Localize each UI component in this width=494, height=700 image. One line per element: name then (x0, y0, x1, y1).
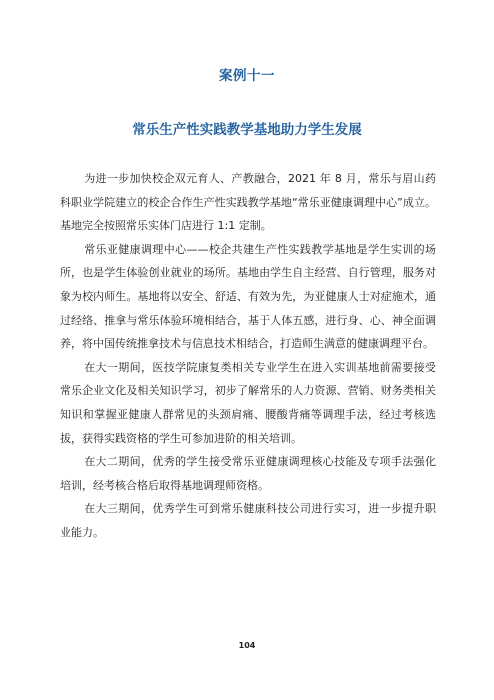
document-body (60, 167, 436, 545)
paragraph-4: 在大二期间，优秀的学生接受常乐亚健康调理核心技能及专项手法强化培训，经考核合格后取得基地调理师资格。 (60, 455, 436, 492)
document-title: 常乐生产性实践教学基地助力学生发展 (132, 122, 362, 138)
page-number: 104 (238, 641, 256, 650)
paragraph-5: 在大三期间，优秀学生可到常乐健康科技公司进行实习，进一步提升职业能力。 (60, 502, 436, 539)
paragraph-3: 在大一期间，医技学院康复类相关专业学生在进入实训基地前需要接受常乐企业文化及相关知识学习，初步了解常乐的人力资源、营销、财务类相关知识和掌握亚健康人群常见的头颈肩痛、腰酸背痛等调理手法，经过考核选拔，获得实践资格的学生可参加进阶的相关培训。 (60, 360, 436, 445)
paragraph-1: 为进一步加快校企双元育人、产教融合，2021 年 8 月，常乐与眉山药科职业学院建立的校企合作生产性实践教学基地“常乐亚健康调理中心”成立。基地完全按照常乐实体门店进行 1:1 定制。 (60, 172, 436, 233)
paragraph-2: 常乐亚健康调理中心——校企共建生产性实践教学基地是学生实训的场所，也是学生体验创业就业的场所。基地由学生自主经营、自行管理，服务对象为校内师生。基地将以安全、舒适、有效为先，为亚健康人士对症施术，通过经络、推拿与常乐体验环境相结合，基于人体五感，进行身、心、神全面调养，将中国传统推拿技术与信息技术相结合，打造师生满意的健康调理平台。 (60, 242, 436, 351)
case-label: 案例十一 (219, 68, 275, 84)
